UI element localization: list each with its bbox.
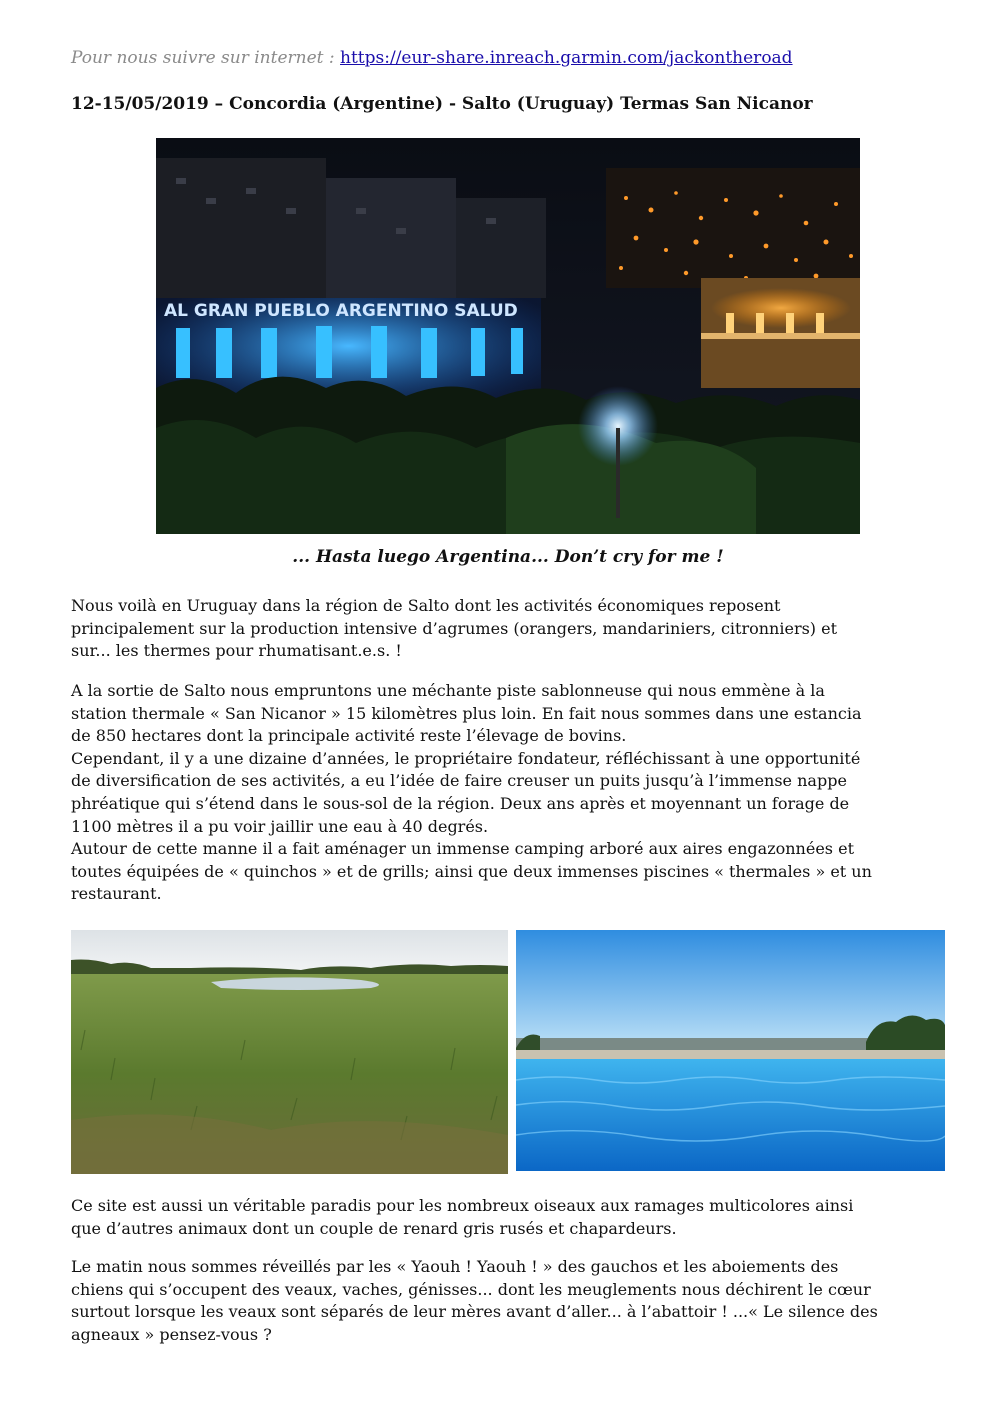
paragraph-2 [71, 680, 951, 906]
night-city-photo [156, 138, 860, 534]
text-line: de 850 hectares dont la principale activité reste l’élevage de bovins. [71, 726, 627, 746]
text-line: toutes équipées de « quinchos » et de grills; ainsi que deux immenses piscines « thermales » et un [71, 861, 872, 881]
text-line: restaurant. [71, 884, 162, 904]
text-line: Nous voilà en Uruguay dans la région de Salto dont les activités économiques reposent [71, 596, 781, 615]
tracking-link[interactable]: https://eur-share.inreach.garmin.com/jackontheroad [340, 48, 793, 68]
text-line: station thermale « San Nicanor » 15 kilomètres plus loin. En fait nous sommes dans une estancia [71, 703, 862, 723]
paragraph-1 [71, 595, 951, 663]
text-line: Le matin nous sommes réveillés par les « Yaouh ! Yaouh ! » des gauchos et les aboiements des [71, 1257, 839, 1276]
text-line: sur... les thermes pour rhumatisant.e.s. ! [71, 641, 402, 661]
follow-label: Pour nous suivre sur internet : [71, 48, 335, 68]
photo-caption: ... Hasta luego Argentina... Don’t cry for me ! [292, 547, 724, 567]
paragraph-3 [71, 1195, 951, 1240]
text-line: Autour de cette manne il a fait aménager un immense camping arboré aux aires engazonnées et [71, 839, 854, 859]
illuminated-sign: AL GRAN PUEBLO ARGENTINO SALUD [164, 301, 518, 321]
text-line: que d’autres animaux dont un couple de renard gris rusés et chapardeurs. [71, 1218, 677, 1238]
text-line: chiens qui s’occupent des veaux, vaches, génisses... dont les meuglements nous déchirent le cœur [71, 1279, 871, 1299]
text-line: surtout lorsque les veaux sont séparés de leur mères avant d’aller... à l’abattoir ! ...« Le silence des [71, 1302, 878, 1322]
follow-line [71, 48, 793, 68]
text-line: principalement sur la production intensive d’agrumes (orangers, mandariniers, citronniers) et [71, 618, 838, 638]
text-line: 1100 mètres il a pu voir jaillir une eau à 40 degrés. [71, 816, 489, 836]
text-line: phréatique qui s’étend dans le sous-sol de la région. Deux ans après et moyennant un forage de [71, 793, 850, 813]
page-title: 12-15/05/2019 – Concordia (Argentine) - Salto (Uruguay) Termas San Nicanor [71, 94, 813, 114]
paragraph-4 [71, 1256, 951, 1346]
text-line: A la sortie de Salto nous empruntons une méchante piste sablonneuse qui nous emmène à la [71, 681, 825, 700]
text-line: agneaux » pensez-vous ? [71, 1324, 272, 1344]
grassland-lake-photo [71, 930, 508, 1174]
text-line: Cependant, il y a une dizaine d’années, le propriétaire fondateur, réfléchissant à une opportunité [71, 748, 861, 768]
text-line: Ce site est aussi un véritable paradis pour les nombreux oiseaux aux ramages multicolores ainsi [71, 1196, 854, 1215]
text-line: de diversification de ses activités, a eu l’idée de faire creuser un puits jusqu’à l’immense nappe [71, 771, 847, 791]
thermal-pool-photo [516, 930, 945, 1171]
